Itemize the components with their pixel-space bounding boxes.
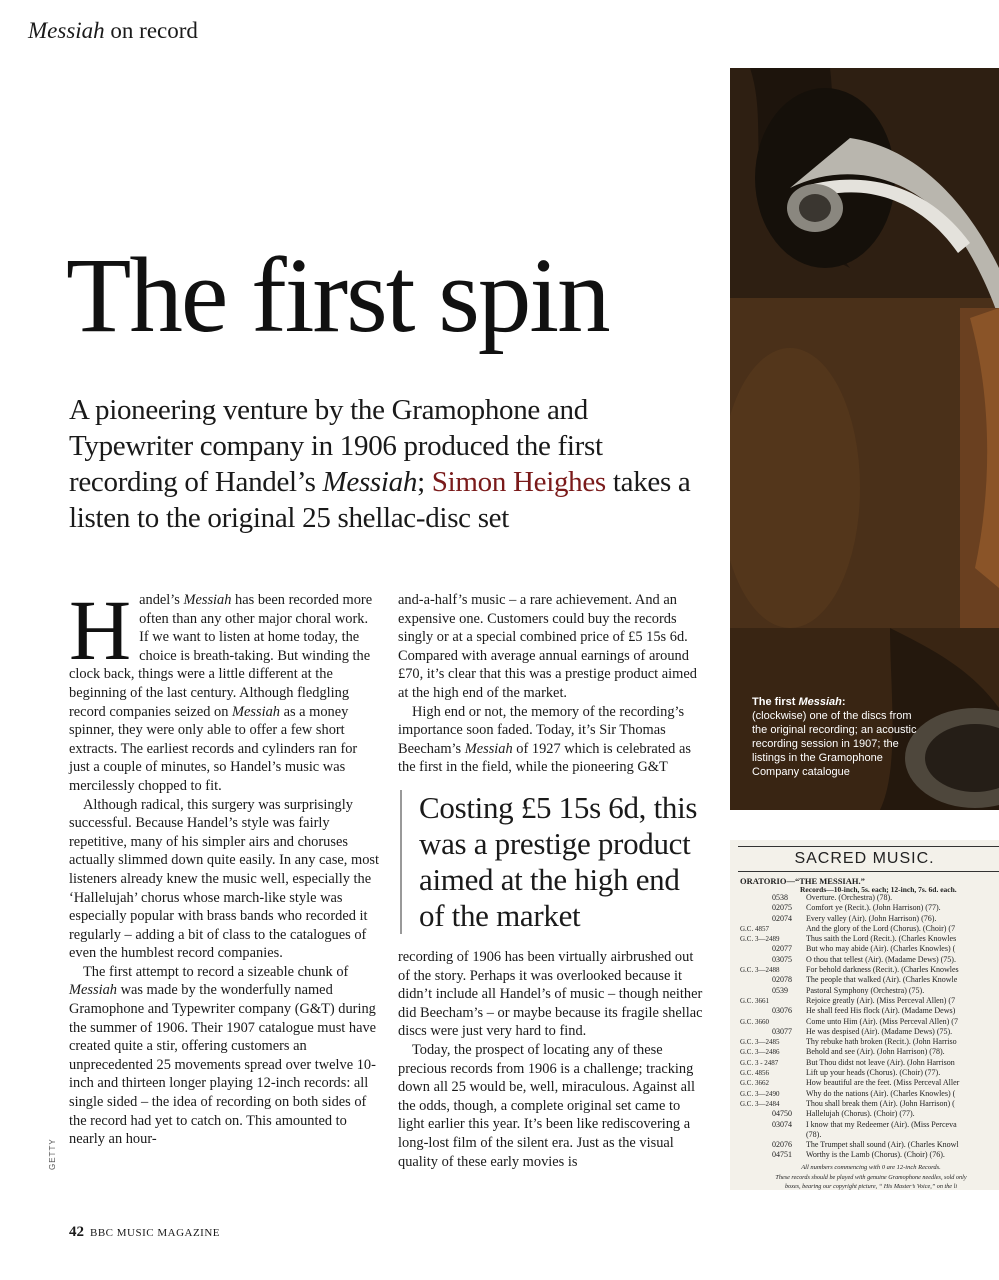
catalogue-record-number: 03074 — [772, 1119, 792, 1129]
body-column-2-bottom — [398, 948, 706, 1171]
catalogue-record-title: How beautiful are the feet. (Miss Perceval Aller — [806, 1078, 960, 1088]
body-paragraph-4: and-a-half’s music – a rare achievement. And an expensive one. Customers could buy the records singly or at a special combined price of £5 15s 6d. Compared with average annual earnings of around £70, it’s clear that this was a prestige product aimed at the high end of the market. — [398, 592, 697, 701]
catalogue-record-title: Worthy is the Lamb (Chorus). (Choir) (76). — [806, 1150, 945, 1160]
running-head-text: on record — [104, 18, 198, 43]
catalogue-row — [740, 893, 999, 903]
catalogue-gc-code: G.C. 3660 — [740, 1017, 769, 1026]
p1-italic-2: Messiah — [232, 703, 280, 720]
caption-title-suffix: : — [841, 696, 846, 708]
magazine-name: BBC MUSIC MAGAZINE — [90, 1227, 221, 1239]
catalogue-gc-code: G.C. 4857 — [740, 924, 769, 933]
catalogue-row — [740, 1078, 999, 1088]
catalogue-row — [740, 1089, 999, 1099]
catalogue-gc-code: G.C. 3—2490 — [740, 1089, 780, 1098]
catalogue-record-title: But who may abide (Air). (Charles Knowles) ( — [806, 944, 956, 954]
catalogue-record-number: 02075 — [772, 903, 792, 913]
catalogue-rule-top — [738, 846, 999, 847]
catalogue-row — [740, 934, 999, 944]
p5-italic: Messiah — [464, 740, 513, 757]
caption-title-prefix: The first — [752, 696, 799, 708]
catalogue-record-number: 02077 — [772, 944, 792, 954]
catalogue-rule-under-title — [738, 871, 999, 872]
author-name: Simon Heighes — [431, 466, 606, 498]
body-paragraph-3 — [69, 963, 381, 1149]
catalogue-row — [740, 1150, 999, 1160]
catalogue-row — [740, 996, 999, 1006]
catalogue-row — [740, 1017, 999, 1027]
catalogue-listing — [740, 893, 999, 1161]
standfirst-italic: Messiah — [322, 466, 418, 498]
catalogue-row — [740, 986, 999, 996]
catalogue-record-title: Thou shall break them (Air). (John Harrison) ( — [806, 1098, 955, 1108]
catalogue-record-title: O thou that tellest (Air). (Madame Dews) (75). — [806, 954, 956, 964]
catalogue-footnote-2: boxes, bearing our copyright picture, “ His Master’s Voice,” on the li — [784, 1183, 958, 1190]
catalogue-row — [740, 924, 999, 934]
p3-text-b: was made by the wonderfully named Gramophone and Typewriter company (G&T) during the summer of 1906. Their 1907 catalogue must have created quite a stir, offering customers an unprecedented 25 movements spread over twelve 10-inch and thirteen longer playing 12-inch records: all single sided – the idea of recording on both sides of the record had yet to catch on. This amounted to nearly an hour- — [69, 982, 377, 1148]
caption-body: (clockwise) one of the discs from the original recording; an acoustic recording session in 1907; the listings in the Gramophone Company catalogue — [752, 710, 917, 778]
catalogue-row — [740, 955, 999, 965]
catalogue-record-title: Behold and see (Air). (John Harrison) (78). — [806, 1047, 945, 1057]
catalogue-record-number: 03077 — [772, 1026, 792, 1036]
catalogue-row — [740, 1006, 999, 1016]
running-head — [28, 18, 198, 44]
catalogue-record-number: 04751 — [772, 1150, 792, 1160]
pull-quote: Costing £5 15s 6d, this was a prestige product aimed at the high end of the market — [400, 790, 706, 934]
drop-cap: H — [69, 582, 132, 678]
photo-credit: GETTY — [48, 1138, 57, 1170]
catalogue-gc-code: G.C. 4856 — [740, 1069, 769, 1078]
catalogue-record-title: And the glory of the Lord (Chorus). (Choir) (7 — [806, 923, 956, 933]
catalogue-gc-code: G.C. 3—2489 — [740, 935, 780, 944]
catalogue-row — [740, 1027, 999, 1037]
p3-italic: Messiah — [69, 982, 117, 999]
p3-text-a: The first attempt to record a sizeable chunk of — [83, 963, 349, 980]
catalogue-row — [740, 1068, 999, 1078]
catalogue-gc-code: G.C. 3—2485 — [740, 1038, 780, 1047]
catalogue-gc-code: G.C. 3661 — [740, 996, 769, 1005]
body-column-1 — [69, 582, 381, 1149]
catalogue-row — [740, 1120, 999, 1130]
catalogue-row — [740, 1099, 999, 1109]
caption-title — [752, 695, 917, 709]
catalogue-record-number: 03076 — [772, 1006, 792, 1016]
catalogue-row — [740, 1047, 999, 1057]
folio — [69, 1224, 220, 1241]
catalogue-row — [740, 1058, 999, 1068]
catalogue-gc-code: G.C. 3—2484 — [740, 1099, 780, 1108]
p5-text-a: High end or not, the memory of the recording’s importance soon faded. Today, it’s Sir Thomas Beecham’s — [398, 703, 685, 757]
photo-caption — [752, 695, 917, 779]
catalogue-record-title: I know that my Redeemer (Air). (Miss Perceva — [806, 1119, 957, 1129]
body-paragraph-1 — [69, 582, 381, 796]
catalogue-row — [740, 975, 999, 985]
catalogue-row — [740, 1037, 999, 1047]
catalogue-record-title: Pastoral Symphony (Orchestra) (75). — [806, 985, 925, 995]
catalogue-record-title: Comfort ye (Recit.). (John Harrison) (77). — [806, 903, 941, 913]
catalogue-footnote-1: These records should be played with genuine Gramophone needles, sold only — [775, 1174, 967, 1181]
catalogue-row — [740, 903, 999, 913]
catalogue-record-number: 0539 — [772, 985, 788, 995]
page-number: 42 — [69, 1224, 84, 1240]
body-paragraph-5 — [398, 703, 706, 777]
catalogue-record-title: He shall feed His flock (Air). (Madame Dews) — [806, 1006, 956, 1016]
body-paragraph-6: recording of 1906 has been virtually airbrushed out of the story. Perhaps it was overlooked because it didn’t include all Handel’s of music – though neither did Beecham’s – or maybe because its fragile shellac discs were just very hard to find. — [398, 949, 703, 1040]
catalogue-record-number: 03075 — [772, 954, 792, 964]
catalogue-record-number: 02078 — [772, 975, 792, 985]
standfirst-part1: A pioneering venture by the Gramophone and Typewriter company in 1906 produced the first recording of Handel’s — [69, 394, 603, 498]
standfirst-part3: takes a listen to the original 25 shellac-disc set — [69, 466, 691, 534]
catalogue-gc-code: G.C. 3662 — [740, 1079, 769, 1088]
body-paragraph-2: Although radical, this surgery was surprisingly successful. Because Handel’s style was fairly repetitive, many of his simpler airs and choruses actually slimmed down quite easily. In any case, most listeners already knew the music well, especially the ‘Hallelujah’ chorus whose march-like style was especially popular with brass bands who recorded it regularly – adding a bit of class to the catalogues of even the humblest record companies. — [69, 796, 379, 962]
catalogue-record-number: 02076 — [772, 1140, 792, 1150]
catalogue-row — [740, 914, 999, 924]
catalogue-heading: ORATORIO—“THE MESSIAH.” — [740, 876, 865, 886]
catalogue-record-number: 04750 — [772, 1109, 792, 1119]
catalogue-record-title: The Trumpet shall sound (Air). (Charles Knowl — [806, 1140, 959, 1150]
catalogue-row — [740, 1130, 999, 1140]
catalogue-record-title: Come unto Him (Air). (Miss Perceval Allen) (7 — [806, 1016, 958, 1026]
catalogue-gc-code: G.C. 3 - 2487 — [740, 1058, 779, 1067]
catalogue-gc-code: G.C. 3—2486 — [740, 1048, 780, 1057]
catalogue-row — [740, 944, 999, 954]
catalogue-row — [740, 1109, 999, 1119]
catalogue-record-title: Thus saith the Lord (Recit.). (Charles Knowles — [806, 934, 957, 944]
catalogue-record-number: 02074 — [772, 913, 792, 923]
catalogue-record-title: Thy rebuke hath broken (Recit.). (John Harriso — [806, 1037, 957, 1047]
headline: The first spin — [66, 237, 609, 355]
p1-text-a: andel’s — [139, 592, 184, 608]
catalogue-record-title: Every valley (Air). (John Harrison) (76). — [806, 913, 937, 923]
catalogue-record-title: Why do the nations (Air). (Charles Knowles) ( — [806, 1088, 956, 1098]
p5-text-b: of 1927 which is celebrated as the first in the field, while the pioneering G&T — [398, 740, 691, 776]
catalogue-record-title: Overture. (Orchestra) (78). — [806, 893, 893, 902]
catalogue-row — [740, 1140, 999, 1150]
p1-italic-1: Messiah — [183, 592, 232, 608]
catalogue-record-number: 0538 — [772, 893, 788, 902]
p1-text-c: as a money spinner, they were only able to offer a few short extracts. The earliest records and cylinders ran for just a couple of minutes, so Handel’s music was mercilessly chopped to fit. — [69, 703, 358, 794]
catalogue-subheading: Records—10-inch, 5s. each; 12-inch, 7s. 6d. each. — [800, 885, 957, 894]
catalogue-title: SACRED MUSIC. — [794, 850, 935, 867]
body-paragraph-7: Today, the prospect of locating any of these precious records from 1906 is a challenge; tracking down all 25 would be, well, miraculous. Against all the odds, though, a complete original set came to light earlier this year. It’s been like rediscovering a long-lost film of the silent era. Just as the visual quality of these early movies is — [398, 1041, 695, 1170]
catalogue-record-title: Hallelujah (Chorus). (Choir) (77). — [806, 1109, 915, 1119]
catalogue-record-title: The people that walked (Air). (Charles Knowle — [806, 975, 958, 985]
catalogue-gc-code: G.C. 3—2488 — [740, 966, 780, 975]
catalogue-record-title: For behold darkness (Recit.). (Charles Knowles — [806, 965, 959, 975]
catalogue-record-title: But Thou didst not leave (Air). (John Harrison — [806, 1057, 955, 1067]
caption-title-italic: Messiah — [798, 696, 842, 708]
catalogue-record-title: Rejoice greatly (Air). (Miss Perceval Allen) (7 — [806, 995, 956, 1005]
catalogue-scan — [730, 840, 999, 1190]
catalogue-record-title: (78). — [806, 1129, 822, 1139]
body-column-2-top — [398, 591, 706, 777]
catalogue-record-title: He was despised (Air). (Madame Dews) (75). — [806, 1026, 953, 1036]
catalogue-note: All numbers commencing with 0 are 12-inch Records. — [801, 1164, 941, 1171]
catalogue-record-title: Lift up your heads (Chorus). (Choir) (77). — [806, 1068, 941, 1078]
running-head-italic: Messiah — [28, 18, 105, 43]
standfirst — [69, 392, 709, 536]
catalogue-row — [740, 965, 999, 975]
standfirst-part2: ; — [417, 466, 432, 498]
p1-text-b: has been recorded more often than any other major choral work. If we want to listen at home today, the choice is breath-taking. But winding the clock back, things were a little different at the beginning of the last century. Although fledgling record companies seized on — [69, 592, 373, 720]
